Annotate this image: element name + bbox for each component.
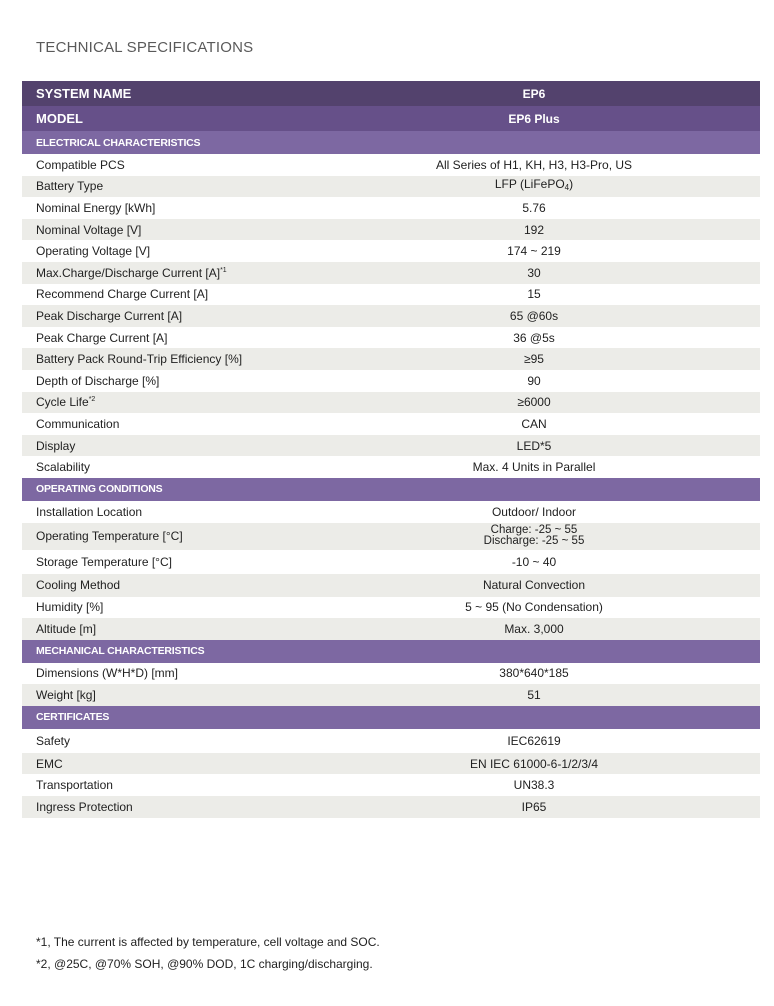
spec-value: ≥6000: [517, 395, 551, 410]
table-row: [22, 348, 760, 370]
spec-label: Display: [36, 438, 76, 453]
spec-label: Peak Discharge Current [A]: [36, 308, 183, 323]
section-title: MECHANICAL CHARACTERISTICS: [36, 645, 205, 658]
model-label: MODEL: [36, 111, 83, 126]
spec-label: Transportation: [36, 778, 113, 793]
spec-label: Scalability: [36, 460, 91, 475]
table-row: [22, 262, 760, 284]
table-row: [22, 327, 760, 349]
spec-label: Operating Temperature [°C]: [36, 529, 183, 543]
spec-value: 51: [527, 688, 541, 703]
footnotes: [36, 935, 380, 979]
table-row: [22, 774, 760, 796]
section-header-mechanical: [22, 640, 760, 663]
spec-value: LED*5: [516, 438, 552, 453]
spec-value-text-end: ): [569, 177, 574, 192]
table-row: [22, 618, 760, 640]
spec-label: [22, 266, 334, 280]
system-name-label: SYSTEM NAME: [36, 86, 132, 101]
spec-label: EMC: [36, 756, 63, 771]
table-row: [22, 796, 760, 818]
spec-value: Natural Convection: [482, 578, 586, 592]
subscript: 4: [564, 183, 570, 193]
spec-value: All Series of H1, KH, H3, H3-Pro, US: [435, 157, 633, 172]
spec-label: Operating Voltage [V]: [36, 244, 151, 259]
spec-value: 380*640*185: [499, 666, 569, 681]
spec-value-line: Charge: -25 ~ 55: [490, 523, 578, 536]
spec-value: ≥95: [524, 352, 544, 367]
spec-label: Installation Location: [36, 504, 143, 519]
spec-value: 30: [527, 265, 541, 280]
spec-value: 65 @60s: [509, 308, 559, 323]
table-row: [22, 154, 760, 176]
model-value: EP6 Plus: [508, 111, 560, 126]
table-row: [22, 684, 760, 706]
spec-label: Battery Type: [36, 179, 104, 194]
spec-value: 90: [527, 373, 541, 388]
spec-value: 36 @5s: [513, 330, 555, 345]
spec-label: Cooling Method: [36, 578, 121, 592]
table-row: [22, 501, 760, 523]
spec-value: -10 ~ 40: [511, 554, 557, 569]
spec-value: CAN: [521, 416, 547, 431]
spec-label: Dimensions (W*H*D) [mm]: [36, 666, 179, 681]
table-row: [22, 197, 760, 219]
footnote-ref: *2: [88, 396, 96, 404]
system-name-row: [22, 81, 760, 106]
spec-value: UN38.3: [513, 778, 555, 793]
section-header-electrical: [22, 131, 760, 154]
section-title: OPERATING CONDITIONS: [36, 483, 163, 496]
spec-label: Communication: [36, 416, 120, 431]
table-row: [22, 456, 760, 478]
footnote-1: *1, The current is affected by temperature, cell voltage and SOC.: [36, 935, 380, 949]
spec-value-line: Discharge: -25 ~ 55: [483, 535, 585, 547]
spec-value: 15: [527, 287, 541, 302]
spec-value: 174 ~ 219: [507, 244, 561, 259]
spec-label: [22, 395, 334, 409]
spec-value: 5.76: [522, 200, 546, 215]
spec-value-text: LFP (LiFePO: [494, 177, 565, 192]
system-name-value: EP6: [522, 86, 546, 101]
table-row: [22, 663, 760, 685]
spec-label: Depth of Discharge [%]: [36, 373, 160, 388]
table-row: [22, 240, 760, 262]
spec-label: Altitude [m]: [36, 621, 97, 636]
spec-value: Max. 4 Units in Parallel: [472, 460, 596, 475]
table-row: [22, 413, 760, 435]
spec-value: 192: [523, 222, 545, 237]
spec-value: 5 ~ 95 (No Condensation): [465, 600, 603, 615]
table-row: [22, 729, 760, 753]
table-row: [22, 753, 760, 775]
spec-label: Compatible PCS: [36, 157, 125, 172]
spec-value: EN IEC 61000-6-1/2/3/4: [469, 756, 599, 771]
table-row: [22, 550, 760, 574]
section-title: ELECTRICAL CHARACTERISTICS: [36, 136, 201, 149]
page-title: TECHNICAL SPECIFICATIONS: [36, 39, 254, 56]
spec-label: Recommend Charge Current [A]: [36, 287, 209, 302]
model-row: [22, 106, 760, 131]
spec-label-text: Cycle Life: [36, 395, 89, 410]
spec-value: Max. 3,000: [504, 621, 564, 636]
table-row: [22, 219, 760, 241]
table-row: [22, 392, 760, 414]
table-row: [22, 176, 760, 198]
spec-table: [22, 81, 760, 818]
spec-value: [334, 525, 760, 548]
section-header-certificates: [22, 706, 760, 729]
spec-label-text: Max.Charge/Discharge Current [A]: [36, 265, 221, 280]
footnote-2: *2, @25C, @70% SOH, @90% DOD, 1C charging/discharging.: [36, 957, 373, 971]
table-row: [22, 523, 760, 550]
spec-label: Nominal Energy [kWh]: [36, 200, 156, 215]
spec-label: Humidity [%]: [36, 600, 104, 615]
spec-label: Weight [kg]: [36, 688, 96, 703]
table-row: [22, 284, 760, 306]
table-row: [22, 435, 760, 457]
spec-label: Safety: [36, 733, 71, 748]
footnote-ref: *1: [220, 266, 227, 274]
spec-value: [334, 178, 760, 194]
table-row: [22, 574, 760, 597]
table-row: [22, 370, 760, 392]
spec-label: Ingress Protection: [36, 799, 133, 814]
table-row: [22, 597, 760, 619]
spec-value: IP65: [521, 799, 547, 814]
spec-label: Storage Temperature [°C]: [36, 554, 172, 569]
spec-value: IEC62619: [507, 733, 561, 748]
section-title: CERTIFICATES: [36, 711, 110, 724]
table-row: [22, 305, 760, 327]
spec-label: Battery Pack Round-Trip Efficiency [%]: [36, 352, 243, 367]
section-header-operating: [22, 478, 760, 501]
spec-value: Outdoor/ Indoor: [491, 504, 577, 519]
spec-label: Peak Charge Current [A]: [36, 330, 168, 345]
spec-label: Nominal Voltage [V]: [36, 222, 142, 237]
